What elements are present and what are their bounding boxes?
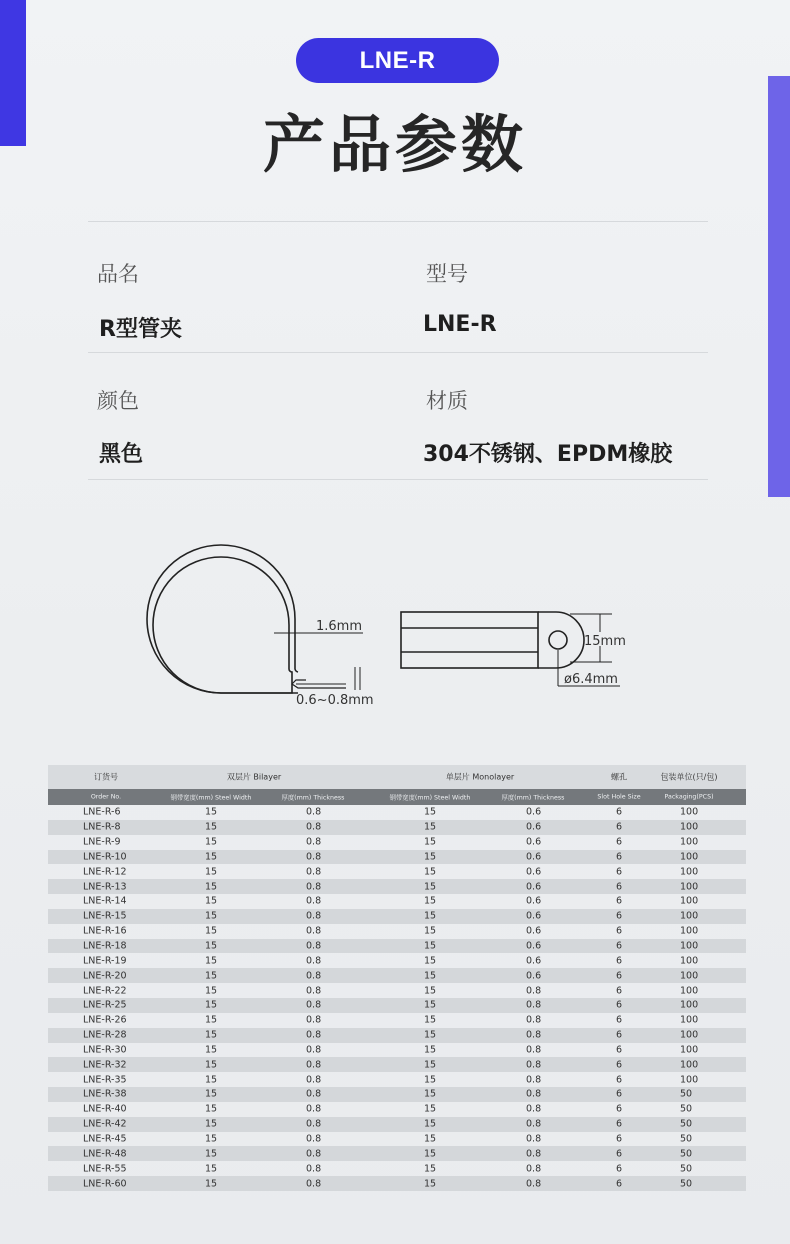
header-hole-en: Slot Hole Size [597, 793, 641, 801]
table-cell: 15 [424, 806, 437, 818]
table-cell: 0.8 [306, 1178, 322, 1190]
table-cell: LNE-R-30 [83, 1044, 127, 1056]
table-cell: 15 [205, 970, 218, 982]
table-cell: 15 [424, 866, 437, 878]
table-cell: 15 [205, 1163, 218, 1175]
page-title: 产品参数 [262, 108, 527, 181]
table-cell: 15 [205, 895, 218, 907]
table-cell: 0.8 [526, 1118, 542, 1130]
table-cell: 0.6 [526, 970, 542, 982]
table-cell: 6 [616, 1148, 623, 1160]
table-cell: 100 [680, 925, 699, 937]
table-cell: 0.8 [526, 985, 542, 997]
table-cell: 6 [616, 985, 623, 997]
table-cell: 50 [680, 1163, 693, 1175]
table-cell: LNE-R-8 [83, 821, 121, 833]
table-cell: 100 [680, 940, 699, 952]
table-cell: 15 [205, 851, 218, 863]
model-label: 型号 [426, 262, 468, 286]
table-cell: LNE-R-15 [83, 910, 127, 922]
table-row [48, 968, 746, 983]
divider [88, 221, 708, 222]
table-cell: LNE-R-16 [83, 925, 127, 937]
table-cell: 0.8 [306, 866, 322, 878]
table-cell: 0.8 [526, 999, 542, 1011]
table-cell: LNE-R-25 [83, 999, 127, 1011]
table-cell: 100 [680, 1074, 699, 1086]
width-label: 15mm [584, 634, 626, 649]
table-cell: 15 [424, 851, 437, 863]
table-cell: 15 [424, 925, 437, 937]
table-cell: 15 [424, 1088, 437, 1100]
table-cell: 15 [205, 1044, 218, 1056]
table-cell: 6 [616, 910, 623, 922]
clamp-diagram [0, 520, 790, 720]
table-cell: 0.6 [526, 821, 542, 833]
table-cell: 100 [680, 955, 699, 967]
table-row [48, 1117, 746, 1132]
table-cell: 15 [205, 1014, 218, 1026]
table-cell: 15 [424, 895, 437, 907]
table-cell: 0.8 [306, 1118, 322, 1130]
name-value: R型管夹 [99, 317, 182, 342]
header-order-en: Order No. [90, 793, 122, 801]
table-row [48, 1087, 746, 1102]
table-cell: 100 [680, 836, 699, 848]
table-cell: 0.8 [526, 1014, 542, 1026]
table-row [48, 924, 746, 939]
table-row [48, 1102, 746, 1117]
table-cell: 6 [616, 1118, 623, 1130]
table-cell: 15 [205, 1029, 218, 1041]
table-cell: 0.8 [306, 970, 322, 982]
band-thickness-label: 1.6mm [316, 619, 363, 634]
table-cell: 100 [680, 1029, 699, 1041]
table-cell: 6 [616, 1059, 623, 1071]
table-cell: 15 [424, 999, 437, 1011]
table-cell: 15 [205, 1088, 218, 1100]
table-cell: 0.8 [526, 1059, 542, 1071]
table-cell: 100 [680, 910, 699, 922]
table-cell: 6 [616, 881, 623, 893]
table-cell: 0.8 [306, 821, 322, 833]
table-cell: 0.8 [526, 1074, 542, 1086]
table-cell: 0.8 [306, 985, 322, 997]
color-value: 黑色 [99, 442, 144, 467]
table-row [48, 1176, 746, 1191]
table-cell: 6 [616, 1074, 623, 1086]
table-cell: 15 [424, 970, 437, 982]
table-cell: 15 [205, 866, 218, 878]
table-cell: 0.8 [306, 1059, 322, 1071]
table-row [48, 909, 746, 924]
table-cell: 0.8 [306, 1103, 322, 1115]
table-row [48, 1028, 746, 1043]
header-packaging-cn: 包装单位(只/包) [660, 772, 718, 782]
table-cell: 15 [424, 955, 437, 967]
table-cell: 0.8 [526, 1044, 542, 1056]
table-cell: 15 [424, 1103, 437, 1115]
table-cell: 15 [424, 1178, 437, 1190]
table-cell: 6 [616, 1014, 623, 1026]
table-cell: 15 [205, 1148, 218, 1160]
table-row [48, 1072, 746, 1087]
table-cell: 0.8 [306, 895, 322, 907]
table-cell: 50 [680, 1103, 693, 1115]
table-cell: 15 [424, 940, 437, 952]
table-cell: 6 [616, 851, 623, 863]
table-cell: 6 [616, 955, 623, 967]
material-value: 304不锈钢、EPDM橡胶 [423, 442, 673, 467]
table-cell: 6 [616, 1029, 623, 1041]
table-cell: 15 [424, 881, 437, 893]
table-cell: LNE-R-40 [83, 1103, 127, 1115]
name-label: 品名 [97, 262, 139, 286]
table-cell: 0.6 [526, 940, 542, 952]
table-cell: 15 [424, 1163, 437, 1175]
table-cell: 6 [616, 970, 623, 982]
divider [88, 479, 708, 480]
table-cell: 0.8 [306, 806, 322, 818]
table-cell: 100 [680, 851, 699, 863]
table-cell: 15 [205, 1103, 218, 1115]
table-cell: LNE-R-38 [83, 1088, 127, 1100]
header-mono-width: 钢带宽度(mm) Steel Width [389, 794, 471, 802]
table-cell: 0.8 [306, 836, 322, 848]
table-cell: 15 [205, 1178, 218, 1190]
header-bi-width: 钢带宽度(mm) Steel Width [170, 794, 252, 802]
table-cell: 0.8 [306, 1133, 322, 1145]
table-body [48, 805, 746, 1191]
table-cell: 15 [424, 910, 437, 922]
table-row [48, 939, 746, 954]
table-cell: LNE-R-32 [83, 1059, 127, 1071]
table-cell: 0.6 [526, 806, 542, 818]
table-cell: 6 [616, 836, 623, 848]
table-row [48, 1057, 746, 1072]
table-row [48, 850, 746, 865]
table-cell: LNE-R-14 [83, 895, 127, 907]
table-cell: 6 [616, 1178, 623, 1190]
table-cell: 0.8 [526, 1163, 542, 1175]
table-cell: 6 [616, 821, 623, 833]
table-cell: 100 [680, 881, 699, 893]
table-cell: 6 [616, 1088, 623, 1100]
table-row [48, 879, 746, 894]
table-cell: 6 [616, 999, 623, 1011]
table-cell: 6 [616, 1133, 623, 1145]
header-bi-thickness: 厚度(mm) Thickness [281, 794, 345, 802]
model-badge: LNE-R [296, 38, 499, 83]
table-cell: LNE-R-10 [83, 851, 127, 863]
table-row [48, 1013, 746, 1028]
table-header-en [48, 789, 746, 805]
table-cell: 100 [680, 1014, 699, 1026]
table-cell: 15 [424, 1059, 437, 1071]
table-cell: 15 [424, 1044, 437, 1056]
table-cell: 15 [205, 925, 218, 937]
table-cell: 0.8 [306, 999, 322, 1011]
table-cell: 50 [680, 1088, 693, 1100]
table-cell: 15 [424, 985, 437, 997]
table-row [48, 1043, 746, 1058]
header-packaging-en: Packaging(PCS) [664, 793, 714, 801]
table-cell: 0.8 [526, 1103, 542, 1115]
table-cell: 15 [424, 1029, 437, 1041]
table-cell: 0.6 [526, 836, 542, 848]
model-value: LNE-R [423, 312, 497, 337]
table-cell: LNE-R-55 [83, 1163, 127, 1175]
table-row [48, 983, 746, 998]
table-cell: LNE-R-6 [83, 806, 121, 818]
table-cell: 15 [424, 1148, 437, 1160]
table-cell: 0.8 [526, 1133, 542, 1145]
table-cell: LNE-R-9 [83, 836, 121, 848]
table-cell: 6 [616, 1103, 623, 1115]
table-cell: 15 [205, 940, 218, 952]
table-cell: 0.8 [526, 1148, 542, 1160]
table-cell: LNE-R-60 [83, 1178, 127, 1190]
table-cell: LNE-R-20 [83, 970, 127, 982]
table-row [48, 1146, 746, 1161]
table-cell: 6 [616, 806, 623, 818]
header-hole-cn: 螺孔 [611, 772, 627, 782]
table-cell: 50 [680, 1133, 693, 1145]
table-cell: 0.8 [306, 955, 322, 967]
table-cell: LNE-R-45 [83, 1133, 127, 1145]
table-cell: LNE-R-12 [83, 866, 127, 878]
table-cell: 100 [680, 999, 699, 1011]
table-cell: 15 [205, 1059, 218, 1071]
table-cell: 0.8 [306, 881, 322, 893]
table-cell: 0.6 [526, 925, 542, 937]
table-cell: 0.8 [306, 925, 322, 937]
table-cell: 15 [205, 1074, 218, 1086]
hole-label: ø6.4mm [564, 672, 618, 687]
divider [88, 352, 708, 353]
table-cell: 6 [616, 866, 623, 878]
table-cell: 50 [680, 1118, 693, 1130]
table-cell: LNE-R-22 [83, 985, 127, 997]
table-cell: 0.8 [306, 1074, 322, 1086]
table-cell: 0.8 [306, 910, 322, 922]
table-cell: 100 [680, 821, 699, 833]
table-cell: 100 [680, 806, 699, 818]
table-cell: LNE-R-35 [83, 1074, 127, 1086]
table-row [48, 1161, 746, 1176]
table-row [48, 805, 746, 820]
table-cell: LNE-R-19 [83, 955, 127, 967]
table-row [48, 953, 746, 968]
header-bilayer: 双层片 Bilayer [226, 772, 282, 782]
header-order-cn: 订货号 [94, 772, 118, 782]
table-cell: 100 [680, 866, 699, 878]
table-cell: 0.8 [306, 1148, 322, 1160]
table-cell: 15 [205, 821, 218, 833]
table-cell: 0.6 [526, 955, 542, 967]
table-cell: 0.6 [526, 895, 542, 907]
table-cell: 6 [616, 940, 623, 952]
table-cell: 0.8 [306, 851, 322, 863]
order-table [48, 765, 746, 1191]
table-cell: 0.8 [306, 1014, 322, 1026]
table-cell: 0.8 [306, 1088, 322, 1100]
table-cell: 0.8 [526, 1029, 542, 1041]
table-cell: LNE-R-28 [83, 1029, 127, 1041]
table-cell: LNE-R-18 [83, 940, 127, 952]
table-cell: 15 [424, 821, 437, 833]
header-monolayer: 单层片 Monolayer [445, 772, 515, 782]
table-cell: 100 [680, 970, 699, 982]
table-cell: 0.6 [526, 881, 542, 893]
table-cell: 100 [680, 1044, 699, 1056]
table-cell: 0.8 [306, 940, 322, 952]
table-cell: 15 [205, 836, 218, 848]
table-cell: 100 [680, 895, 699, 907]
table-cell: 15 [205, 910, 218, 922]
table-cell: LNE-R-13 [83, 881, 127, 893]
table-row [48, 894, 746, 909]
table-row [48, 864, 746, 879]
table-row [48, 998, 746, 1013]
table-row [48, 1132, 746, 1147]
table-cell: 15 [205, 955, 218, 967]
table-cell: 15 [424, 1133, 437, 1145]
table-row [48, 820, 746, 835]
table-cell: 0.8 [526, 1088, 542, 1100]
table-cell: LNE-R-42 [83, 1118, 127, 1130]
table-cell: 0.6 [526, 851, 542, 863]
table-cell: 15 [205, 881, 218, 893]
table-header-cn [48, 765, 746, 789]
table-cell: 0.8 [306, 1163, 322, 1175]
material-label: 材质 [426, 389, 468, 413]
table-cell: 6 [616, 1044, 623, 1056]
table-cell: 50 [680, 1178, 693, 1190]
table-cell: LNE-R-48 [83, 1148, 127, 1160]
table-cell: 100 [680, 1059, 699, 1071]
table-cell: 0.8 [306, 1029, 322, 1041]
table-cell: 0.6 [526, 910, 542, 922]
table-cell: 15 [205, 806, 218, 818]
header-mono-thickness: 厚度(mm) Thickness [501, 794, 565, 802]
table-cell: 15 [205, 985, 218, 997]
table-cell: 0.6 [526, 866, 542, 878]
table-cell: LNE-R-26 [83, 1014, 127, 1026]
table-cell: 100 [680, 985, 699, 997]
table-cell: 15 [205, 999, 218, 1011]
steel-thickness-label: 0.6~0.8mm [296, 693, 374, 708]
table-cell: 15 [424, 1014, 437, 1026]
table-cell: 50 [680, 1148, 693, 1160]
table-cell: 15 [424, 836, 437, 848]
table-cell: 15 [424, 1118, 437, 1130]
table-cell: 15 [205, 1133, 218, 1145]
table-cell: 0.8 [526, 1178, 542, 1190]
table-row [48, 835, 746, 850]
table-cell: 6 [616, 1163, 623, 1175]
table-cell: 0.8 [306, 1044, 322, 1056]
table-cell: 6 [616, 925, 623, 937]
color-label: 颜色 [97, 389, 139, 413]
table-cell: 15 [205, 1118, 218, 1130]
table-cell: 6 [616, 895, 623, 907]
table-cell: 15 [424, 1074, 437, 1086]
